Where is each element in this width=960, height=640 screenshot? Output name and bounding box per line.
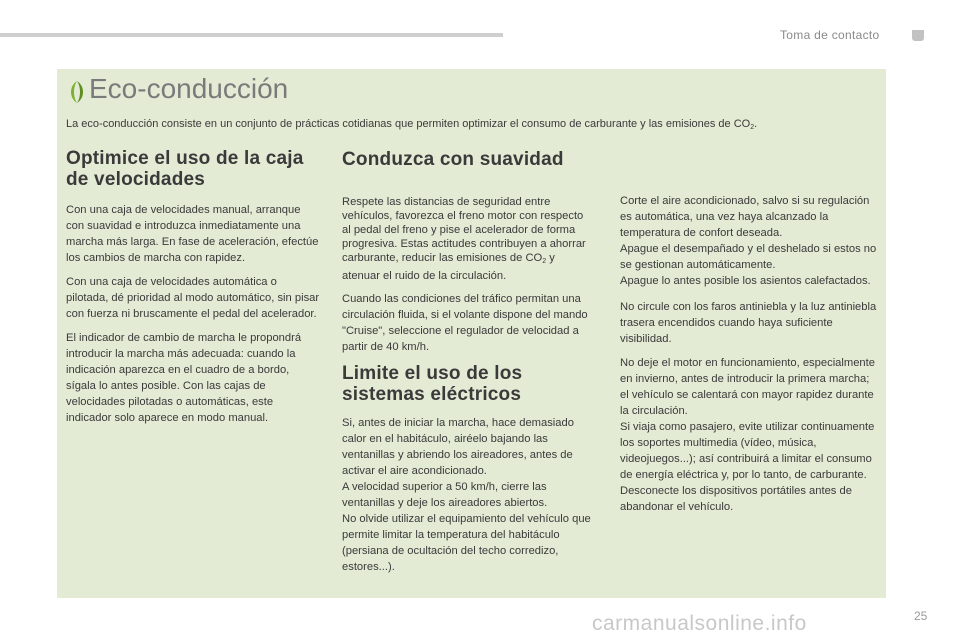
- electrical-heading: Limite el uso de los sistemas eléctricos: [342, 363, 523, 405]
- electrical-paragraph: Si, antes de iniciar la marcha, hace demasiado calor en el habitáculo, airéelo bajando las ventanillas y abriendo los aireadores, antes de activar el aire acondicionado.: [342, 417, 574, 477]
- section-title: Eco-conducción: [89, 73, 289, 104]
- electrical-paragraph: Si viaja como pasajero, evite utilizar continuamente los soportes multimedia (vídeo, música, videojuegos...); así contribuirá a limitar el consumo de energía eléctrica y, por lo tanto, de carburante.: [620, 421, 875, 481]
- chapter-tab-marker: [912, 30, 924, 41]
- electrical-paragraph: Apague lo antes posible los asientos calefactados.: [620, 275, 871, 287]
- electrical-paragraph: Apague el desempañado y el deshelado si estos no se gestionan automáticamente.: [620, 243, 877, 271]
- gearbox-heading: Optimice el uso de la caja de velocidades: [66, 148, 304, 190]
- watermark: carmanualsonline.info: [592, 612, 807, 635]
- column-gearbox: [66, 148, 320, 434]
- leaf-icon: [66, 80, 88, 104]
- electrical-paragraph: No deje el motor en funcionamiento, especialmente en invierno, antes de introducir la primera marcha; el vehículo se calentará con mayor rapidez durante la circulación.: [620, 357, 875, 417]
- gearbox-paragraph: El indicador de cambio de marcha le propondrá introducir la marcha más adecuada: cuando la indicación aparezca en el cuadro de a bordo, sígala lo antes posible. Con las cajas de velocidades pilotadas o automáticas, este indicador solo aparece en modo manual.: [66, 332, 302, 424]
- gearbox-paragraph: Con una caja de velocidades manual, arranque con suavidad e introduzca inmediatamente una marcha más larga. En fase de aceleración, efectúe los cambios de marcha con rapidez.: [66, 204, 319, 264]
- chapter-title: Toma de contacto: [780, 28, 880, 42]
- driving-paragraph: Respete las distancias de seguridad entre vehículos, favorezca el freno motor con respecto al pedal del freno y pise el acelerador de forma progresiva. Estas actitudes contribuyen a ahorrar carburante, reducir las emisiones de $CO_2$ y atenuar el ruido de la circulación.: [342, 196, 586, 282]
- driving-paragraph: Cuando las condiciones del tráfico permitan una circulación fluida, si el volante dispone del mando "Cruise", seleccione el regulador de velocidad a partir de 40 km/h.: [342, 293, 588, 353]
- column-electrical: [620, 193, 880, 523]
- column-driving: [342, 149, 592, 583]
- electrical-paragraph: A velocidad superior a 50 km/h, cierre las ventanillas y deje los aireadores abiertos.: [342, 481, 548, 509]
- electrical-paragraph: Corte el aire acondicionado, salvo si su regulación es automática, una vez haya alcanzado la temperatura de confort deseada.: [620, 195, 870, 239]
- electrical-paragraph: No circule con los faros antiniebla y la luz antiniebla trasera encendidos cuando haya suficiente visibilidad.: [620, 301, 877, 345]
- header-rule: [0, 33, 503, 37]
- electrical-paragraph: No olvide utilizar el equipamiento del vehículo que permite limitar la temperatura del habitáculo (persiana de ocultación del techo corredizo, estores...).: [342, 513, 591, 573]
- gearbox-paragraph: Con una caja de velocidades automática o pilotada, dé prioridad al modo automático, sin pisar con fuerza ni bruscamente el pedal del acelerador.: [66, 276, 320, 320]
- intro-text: La eco-conducción consiste en un conjunto de prácticas cotidianas que permiten optimizar el consumo de carburante y las emisiones de $CO_2$.: [66, 118, 758, 131]
- electrical-paragraph: Desconecte los dispositivos portátiles antes de abandonar el vehículo.: [620, 485, 852, 513]
- driving-heading: Conduzca con suavidad: [342, 149, 564, 170]
- page-number: 25: [914, 609, 928, 623]
